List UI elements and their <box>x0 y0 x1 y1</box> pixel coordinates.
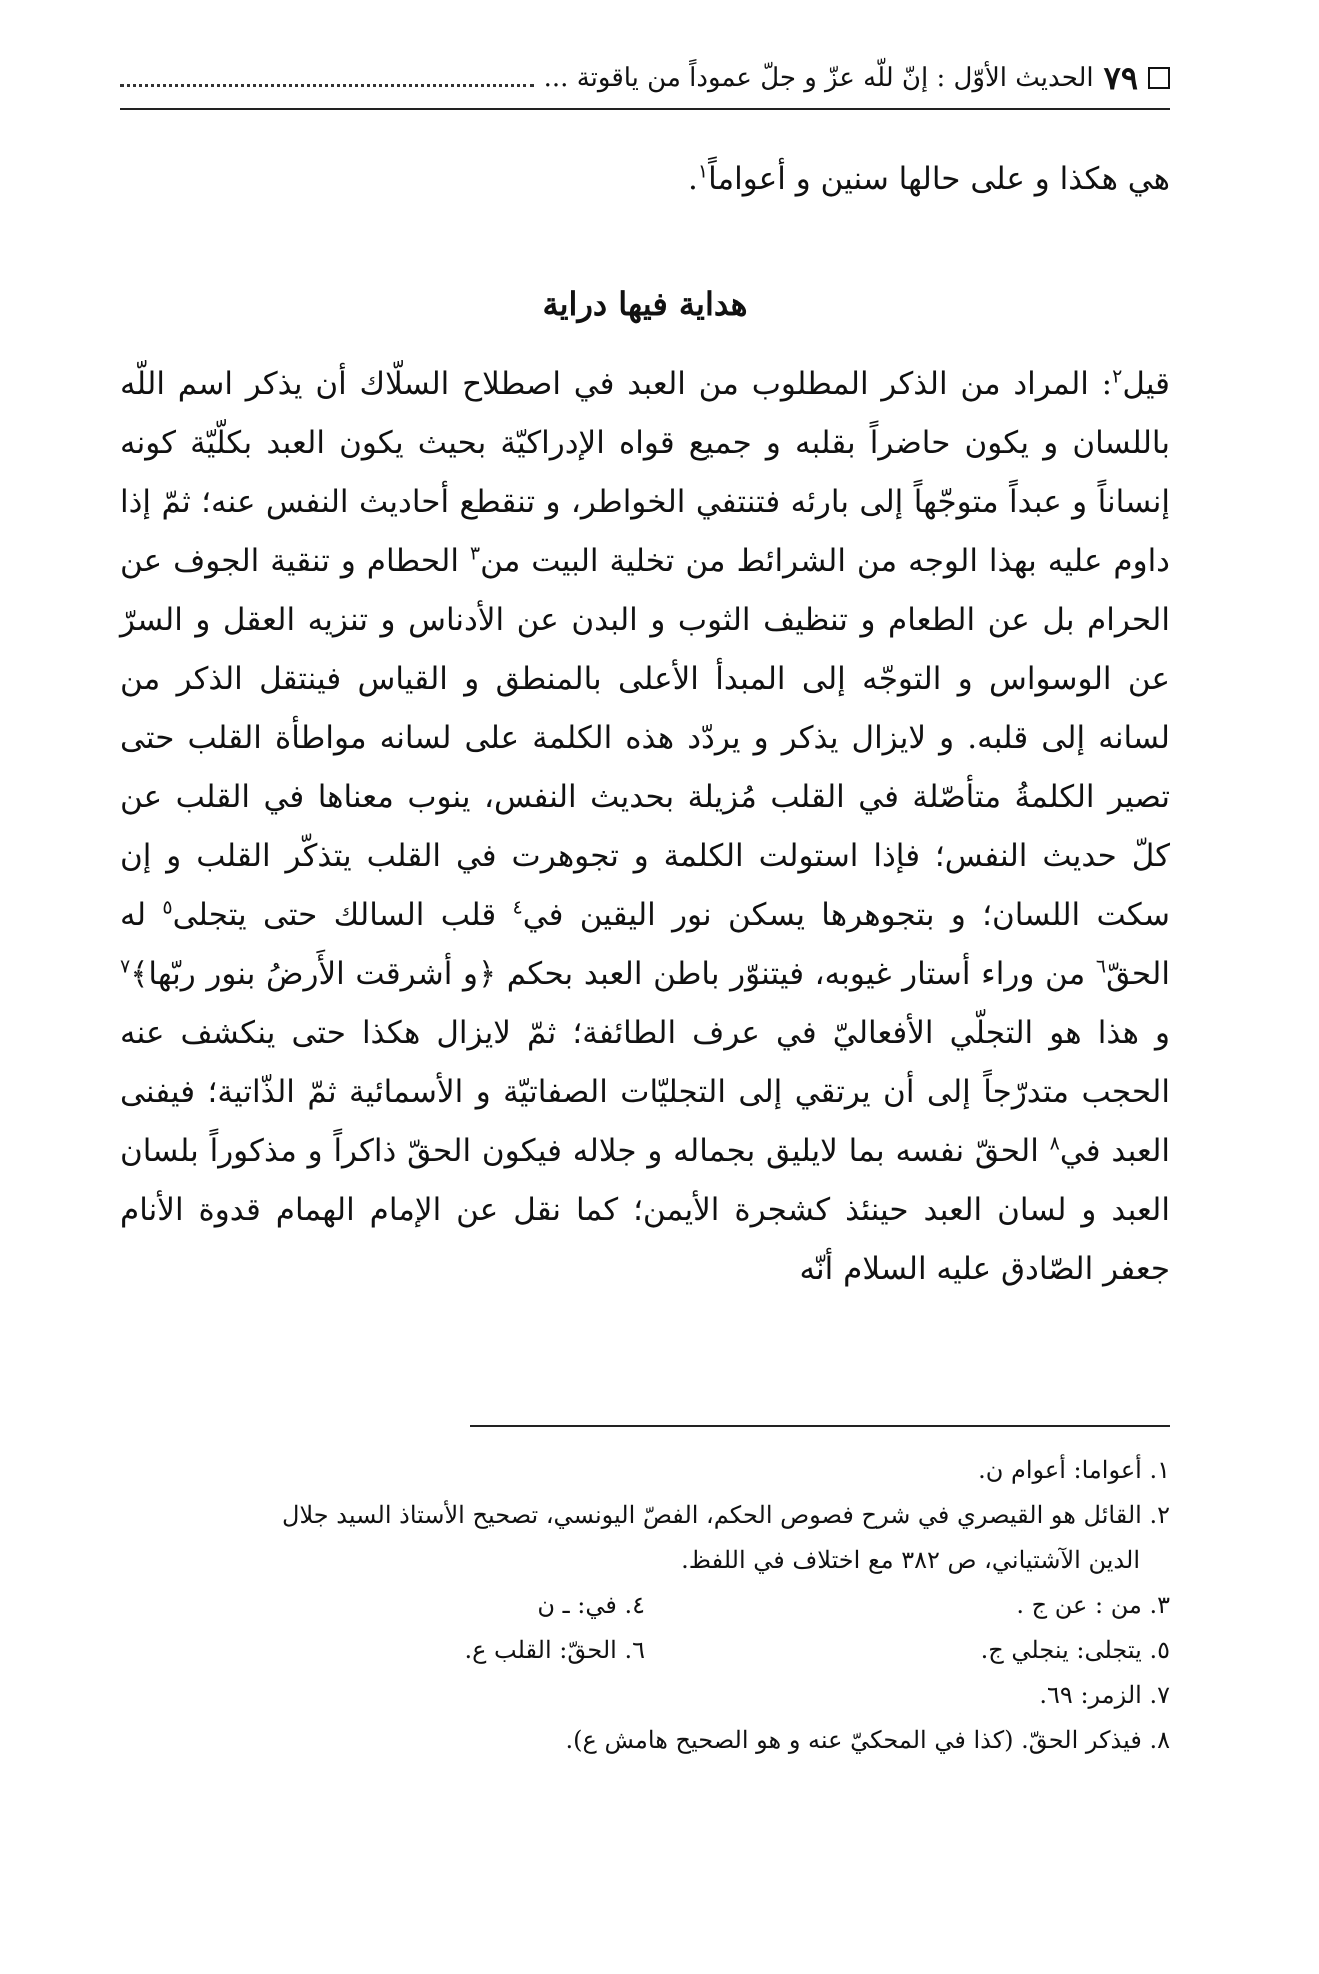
header-rule <box>120 108 1170 110</box>
footnote-ref: ٣ <box>469 542 481 565</box>
footnote-ref: ٨ <box>1049 1132 1060 1155</box>
footnote-5: ٥. يتجلى: ينجلي ج. <box>980 1636 1170 1664</box>
footnotes <box>120 1448 1170 1763</box>
footnote-6: ٦. الحقّ: القلب ع. <box>464 1636 645 1664</box>
footnote-rule <box>470 1425 1170 1427</box>
footnote-8: ٨. فيذكر الحقّ. (كذا في المحكيّ عنه و هو الصحيح هامش ع). <box>565 1726 1170 1754</box>
footnote-row <box>120 1583 1170 1628</box>
page-number: ٧٩ <box>1103 59 1138 97</box>
section-heading: هداية فيها دراية <box>542 285 748 323</box>
footnote-ref: ٤ <box>512 896 523 919</box>
footnote-4: ٤. في: ـ ن <box>537 1591 645 1619</box>
running-title: الحديث الأوّل : إنّ للّه عزّ و جلّ عموداً من ياقوتة ... <box>543 63 1094 93</box>
leader-dots <box>120 70 534 87</box>
footnote-ref: ٥ <box>162 896 173 919</box>
footnote-3: ٣. من : عن ج . <box>1016 1591 1170 1619</box>
footnote-1: ١. أعواما: أعوام ن. <box>978 1456 1170 1484</box>
page-number-group <box>1104 59 1170 97</box>
footnote-7: ٧. الزمر: ٦٩. <box>1039 1681 1170 1709</box>
main-paragraph: قيل$^٢$: المراد من الذكر المطلوب من العبد في اصطلاح السلّاك أن يذكر اسم اللّه باللسان و يكون حاضراً بقلبه و جميع قواه الإدراكيّة بحيث يكون العبد بكلّيّة كونه إنساناً و عبداً متوجّهاً إلى بارئه فتنتفي الخواطر، و تنقطع أحاديث النفس عنه؛ ثمّ إذا داوم عليه بهذا الوجه من الشرائط من تخلية البيت من$^٣$ الحطام و تنقية الجوف عن الحرام بل عن الطعام و تنظيف الثوب و البدن عن الأدناس و تنزيه العقل و السرّ عن الوسواس و التوجّه إلى المبدأ الأعلى بالمنطق و القياس فينتقل الذكر من لسانه إلى قلبه. و لايزال يذكر و يردّد هذه الكلمة على لسانه مواطأة القلب حتى تصير الكلمةُ متأصّلة في القلب مُزيلة بحديث النفس، ينوب معناها في القلب عن كلّ حديث النفس؛ فإذا استولت الكلمة و تجوهرت في القلب يتذكّر القلب و إن سكت اللسان؛ و بتجوهرها يسكن نور اليقين في$^٤$ قلب السالك حتى يتجلى$^٥$ له الحقّ$^٦$ من وراء أستار غيوبه، فيتنوّر باطن العبد بحكم ﴿و أشرقت الأَرضُ بنور ربّها﴾$^٧$ و هذا هو التجلّي الأفعاليّ في عرف الطائفة؛ ثمّ لايزال هكذا حتى ينكشف عنه الحجب متدرّجاً إلى أن يرتقي إلى التجليّات الصفاتيّة و الأسمائية ثمّ الذّاتية؛ فيفنى العبد في$^٨$ الحقّ نفسه بما لايليق بجماله و جلاله فيكون الحقّ ذاكراً و مذكوراً بلسان العبد و لسان العبد حينئذ كشجرة الأيمن؛ كما نقل عن الإمام الهمام قدوة الأنام جعفر الصّادق عليه السلام أنّه <box>120 365 1171 1287</box>
footnote-ref: ١ <box>697 160 709 183</box>
running-header <box>120 48 1170 108</box>
footnote-ref: ٧ <box>120 955 131 978</box>
footnote-2-cont: الدين الآشتياني، ص ٣٨٢ مع اختلاف في اللفظ. <box>681 1546 1140 1574</box>
footnote-2: ٢. القائل هو القيصري في شرح فصوص الحكم، الفصّ اليونسي، تصحيح الأستاذ السيد جلال <box>282 1501 1170 1529</box>
footnote-row <box>120 1628 1170 1673</box>
footnote-ref: ٦ <box>1095 955 1107 978</box>
square-icon <box>1148 67 1170 89</box>
footnote-ref: ٢ <box>1112 365 1123 388</box>
intro-line: هي هكذا و على حالها سنين و أعواماً$^١$. <box>688 160 1170 197</box>
